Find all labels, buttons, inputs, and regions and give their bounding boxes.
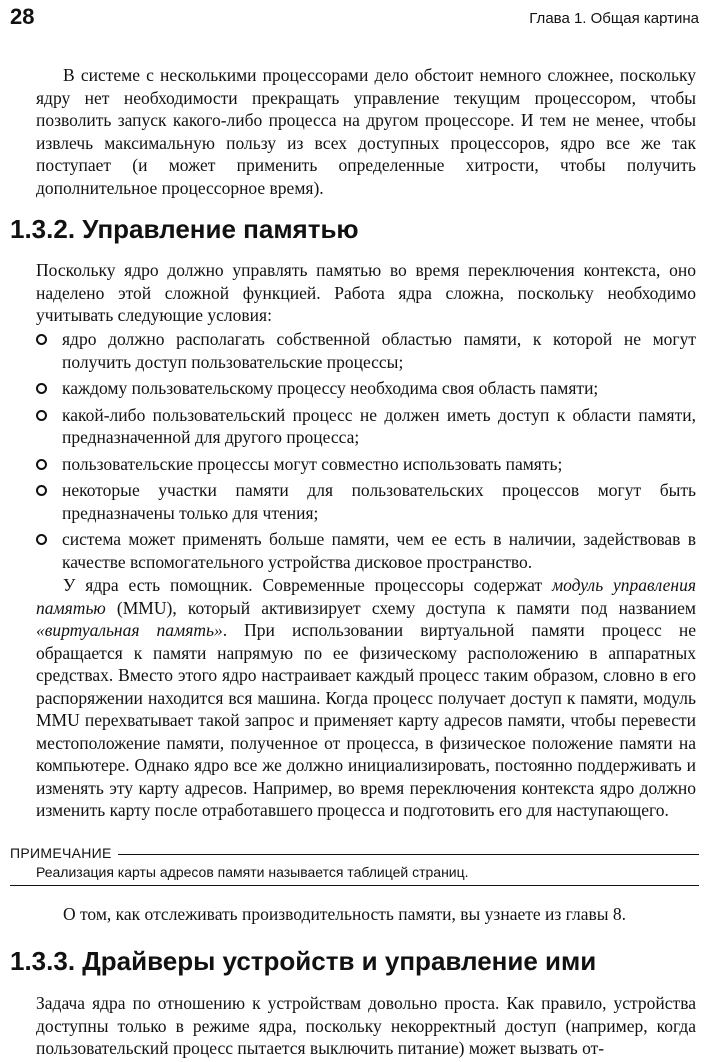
list-item: система может применять больше памяти, чем ее есть в наличии, задействовав в качестве вспомогательного устройства дисковое пространство. [36,528,696,573]
page-header [10,4,699,34]
circle-bullet-icon [36,383,47,394]
intro-paragraph: В системе с несколькими процессорами дело обстоит немного сложнее, поскольку ядру нет необходимости прекращать управление текущим процессором, чтобы позволить запуск какого-либо процесса на другом процессоре. И тем не менее, чтобы извлечь максимальную пользу из всех доступных процессоров, ядро все же так поступает (и может применить определенные хитрости, чтобы получить дополнительное процессорное время). [36,65,696,198]
mmu-paragraph: У ядра есть помощник. Современные процессоры содержат модуль управления памятью (MMU), который активизирует схему доступа к памяти под названием «виртуальная память». При использовании виртуальной памяти процесс не обращается к памяти напрямую по ее физическому расположению в аппаратных средствах. Вместо этого ядро настраивает каждый процесс таким образом, словно в его распоряжении находится вся машина. Когда процесс получает доступ к памяти, модуль MMU перехватывает такой запрос и применяет карту адресов памяти, чтобы перевести местоположение памяти, полученное от процесса, в физическое положение памяти на компьютере. Однако ядро все же должно инициализировать, постоянно поддерживать и изменять эту карту адресов. Например, во время переключения контекста ядро должно изменить карту после отработавшего процесса и подготовить его для наступающего. [36,575,696,820]
note-label: ПРИМЕЧАНИЕ [10,845,118,861]
circle-bullet-icon [36,534,47,545]
circle-bullet-icon [36,334,47,345]
list-item: каждому пользовательскому процессу необходима своя область памяти; [36,377,696,400]
list-item: некоторые участки памяти для пользовательских процессов могут быть предназначены только для чтения; [36,479,696,524]
after-note-paragraph: О том, как отслеживать производительность памяти, вы узнаете из главы 8. [63,904,626,924]
conditions-list [36,328,696,577]
list-item: ядро должно располагать собственной областью памяти, к которой не могут получить доступ пользовательские процессы; [36,328,696,373]
list-item: пользовательские процессы могут совместно использовать память; [36,453,696,476]
section-heading-1-3-2: 1.3.2. Управление памятью [10,214,359,244]
note-text: Реализация карты адресов памяти называется таблицей страниц. [36,864,469,880]
running-head: Глава 1. Общая картина [529,10,699,27]
circle-bullet-icon [36,485,47,496]
page-number: 28 [10,4,35,29]
section-1-3-3-lead: Задача ядра по отношению к устройствам довольно проста. Как правило, устройства доступны только в режиме ядра, поскольку некорректный доступ (например, когда пользовательский процесс пытается выключить питание) может вызвать от- [36,993,696,1058]
list-item: какой-либо пользовательский процесс не должен иметь доступ к области памяти, предназначенной для другого процесса; [36,404,696,449]
note-bottom-rule [10,885,699,886]
circle-bullet-icon [36,410,47,421]
section-heading-1-3-3: 1.3.3. Драйверы устройств и управление ими [10,946,597,976]
section-1-3-2-lead: Поскольку ядро должно управлять памятью во время переключения контекста, оно наделено этой сложной функцией. Работа ядра сложна, поскольку необходимо учитывать следующие условия: [36,260,696,325]
circle-bullet-icon [36,459,47,470]
